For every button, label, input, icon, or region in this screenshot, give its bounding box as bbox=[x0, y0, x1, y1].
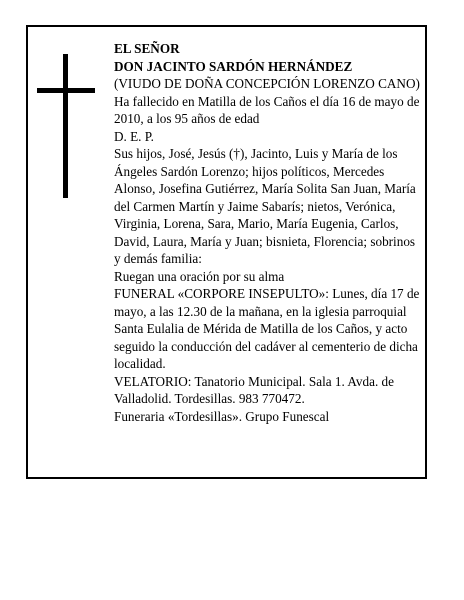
funeral-details: FUNERAL «CORPORE INSEPULTO»: Lunes, día 17 de mayo, a las 12.30 de la mañana, en la iglesia parroquial Santa Eulalia de Mérida de Matilla de los Caños, y acto seguido la conducción del cadáver al cementerio de dicha localidad. bbox=[114, 286, 420, 371]
widower-line: (VIUDO DE DOÑA CONCEPCIÓN LORENZO CANO) bbox=[114, 76, 420, 91]
cross-vertical-bar bbox=[63, 54, 68, 198]
obituary-text bbox=[114, 40, 420, 425]
cross-horizontal-bar bbox=[37, 88, 95, 93]
obituary-title: EL SEÑOR bbox=[114, 41, 180, 56]
rest-in-peace: D. E. P. bbox=[114, 128, 154, 144]
wake-details: VELATORIO: Tanatorio Municipal. Sala 1. Avda. de Valladolid. Tordesillas. 983 770472. bbox=[114, 373, 394, 406]
death-info: Ha fallecido en Matilla de los Caños el día 16 de mayo de 2010, a los 95 años de edad bbox=[114, 93, 420, 126]
cross-icon bbox=[37, 54, 95, 198]
funeral-home: Funeraria «Tordesillas». Grupo Funescal bbox=[114, 408, 330, 424]
deceased-name: DON JACINTO SARDÓN HERNÁNDEZ bbox=[114, 58, 353, 74]
prayer-request: Ruegan una oración por su alma bbox=[114, 268, 285, 284]
family-list: Sus hijos, José, Jesús (†), Jacinto, Luis y María de los Ángeles Sardón Lorenzo; hijos políticos, Mercedes Alonso, Josefina Gutiérrez, María Solita San Juan, María del Carmen Martín y Jaime Sabarís; nietos, Verónica, Virginia, Lorena, Sara, Mario, María Eugenia, Carlos, David, Laura, María y Juan; bisnieta, Florencia; sobrinos y demás familia: bbox=[114, 146, 416, 266]
